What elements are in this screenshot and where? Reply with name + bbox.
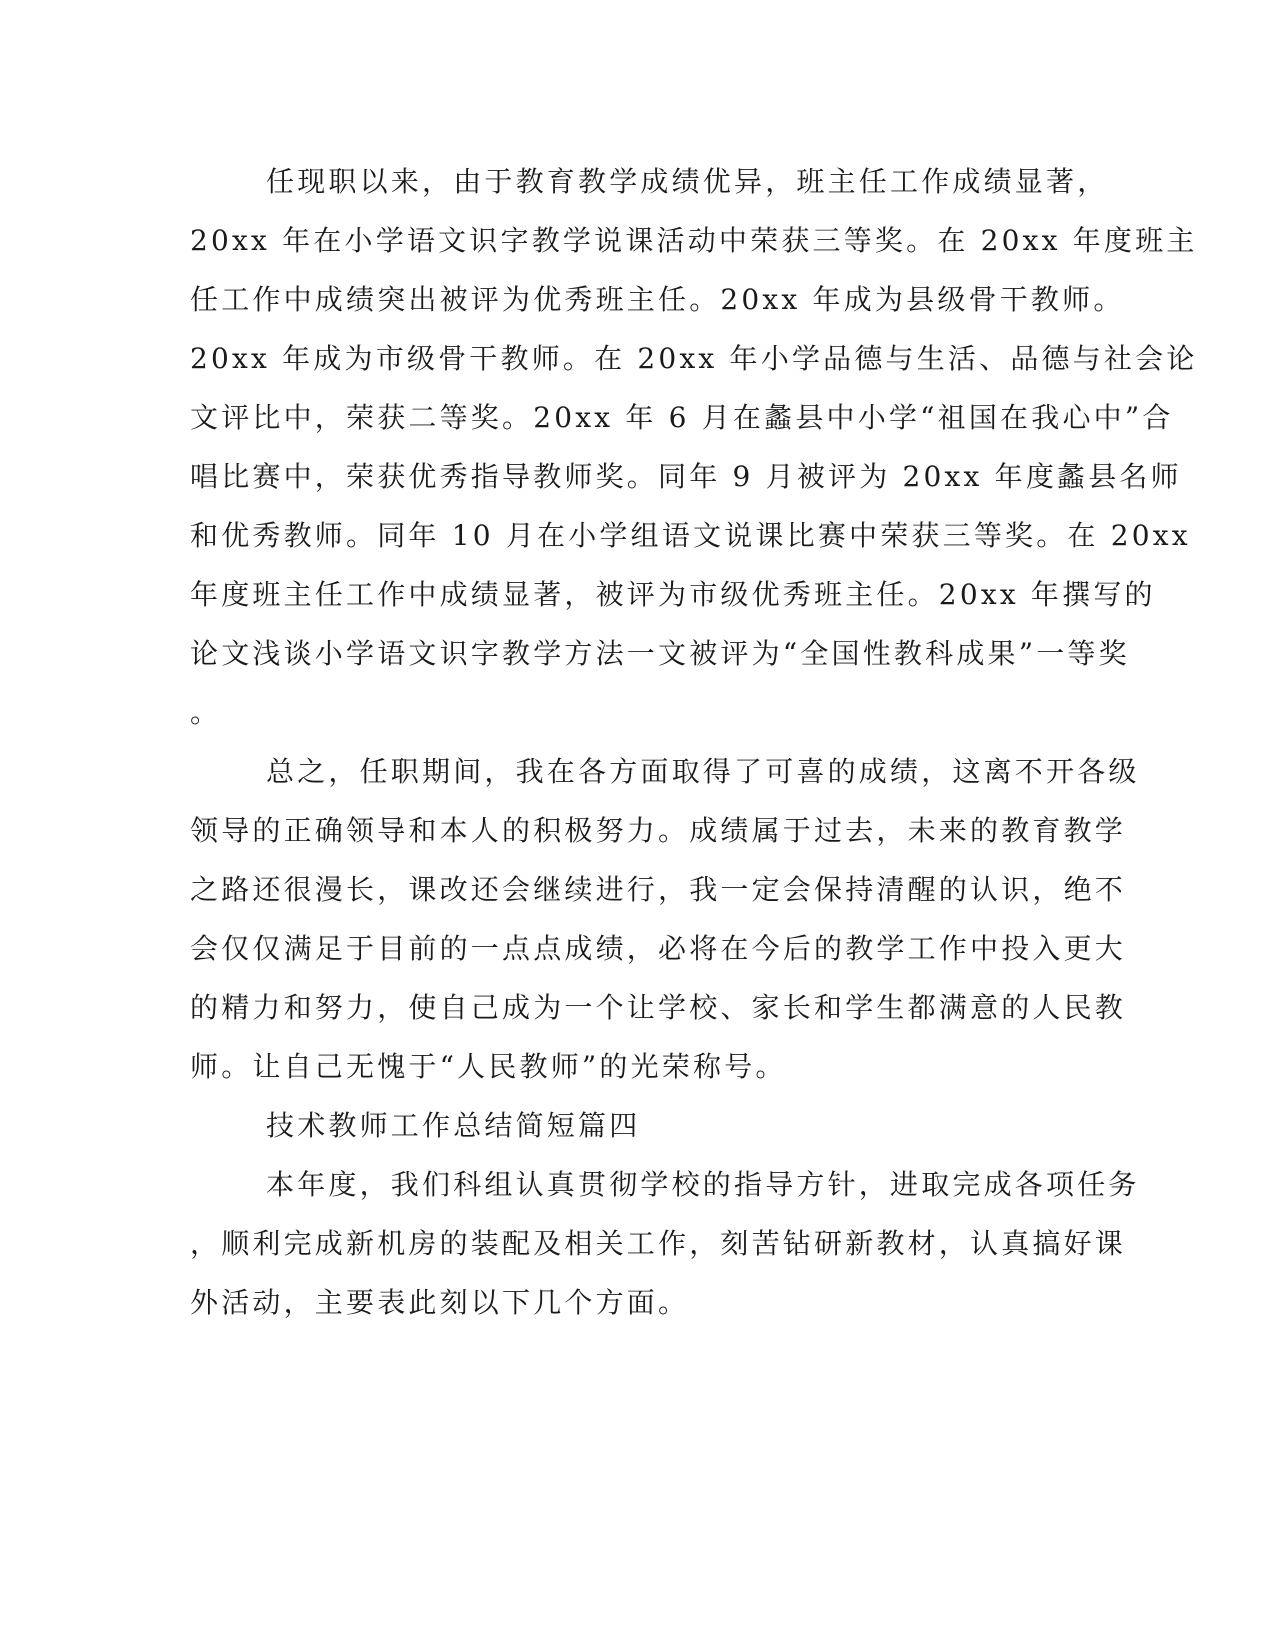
paragraph-1-line-1: 任现职以来，由于教育教学成绩优异，班主任工作成绩显著， bbox=[266, 165, 1109, 198]
paragraph-1-line-8: 年度班主任工作中成绩显著，被评为市级优秀班主任。20xx 年撰写的 bbox=[190, 578, 1156, 611]
paragraph-2-line-1: 总之，任职期间，我在各方面取得了可喜的成绩，这离不开各级 bbox=[266, 755, 1140, 788]
section-heading: 技术教师工作总结简短篇四 bbox=[266, 1109, 641, 1142]
paragraph-2-line-6: 师。让自己无愧于“人民教师”的光荣称号。 bbox=[190, 1050, 787, 1083]
paragraph-2-line-5: 的精力和努力，使自己成为一个让学校、家长和学生都满意的人民教 bbox=[190, 991, 1127, 1024]
paragraph-3-line-3: 外活动，主要表此刻以下几个方面。 bbox=[190, 1286, 690, 1319]
paragraph-1-line-6: 唱比赛中，荣获优秀指导教师奖。同年 9 月被评为 20xx 年度蠡县名师 bbox=[190, 460, 1182, 493]
paragraph-2-line-3: 之路还很漫长，课改还会继续进行，我一定会保持清醒的认识，绝不 bbox=[190, 873, 1127, 906]
paragraph-1-line-2: 20xx 年在小学语文识字教学说课活动中荣获三等奖。在 20xx 年度班主 bbox=[190, 224, 1198, 257]
paragraph-1-line-3: 任工作中成绩突出被评为优秀班主任。20xx 年成为县级骨干教师。 bbox=[190, 283, 1125, 316]
paragraph-2-line-4: 会仅仅满足于目前的一点点成绩，必将在今后的教学工作中投入更大 bbox=[190, 932, 1127, 965]
paragraph-1-line-10: 。 bbox=[190, 696, 222, 729]
paragraph-3-line-2: ，顺利完成新机房的装配及相关工作，刻苦钻研新教材，认真搞好课 bbox=[190, 1227, 1127, 1260]
paragraph-2-line-2: 领导的正确领导和本人的积极努力。成绩属于过去，未来的教育教学 bbox=[190, 814, 1127, 847]
paragraph-1-line-7: 和优秀教师。同年 10 月在小学组语文说课比赛中荣获三等奖。在 20xx bbox=[190, 519, 1191, 552]
paragraph-1-line-5: 文评比中，荣获二等奖。20xx 年 6 月在蠡县中小学“祖国在我心中”合 bbox=[190, 401, 1174, 434]
paragraph-1-line-9: 论文浅谈小学语文识字教学方法一文被评为“全国性教科成果”一等奖 bbox=[190, 637, 1130, 670]
paragraph-3-line-1: 本年度，我们科组认真贯彻学校的指导方针，进取完成各项任务 bbox=[266, 1168, 1140, 1201]
paragraph-1-line-4: 20xx 年成为市级骨干教师。在 20xx 年小学品德与生活、品德与社会论 bbox=[190, 342, 1198, 375]
